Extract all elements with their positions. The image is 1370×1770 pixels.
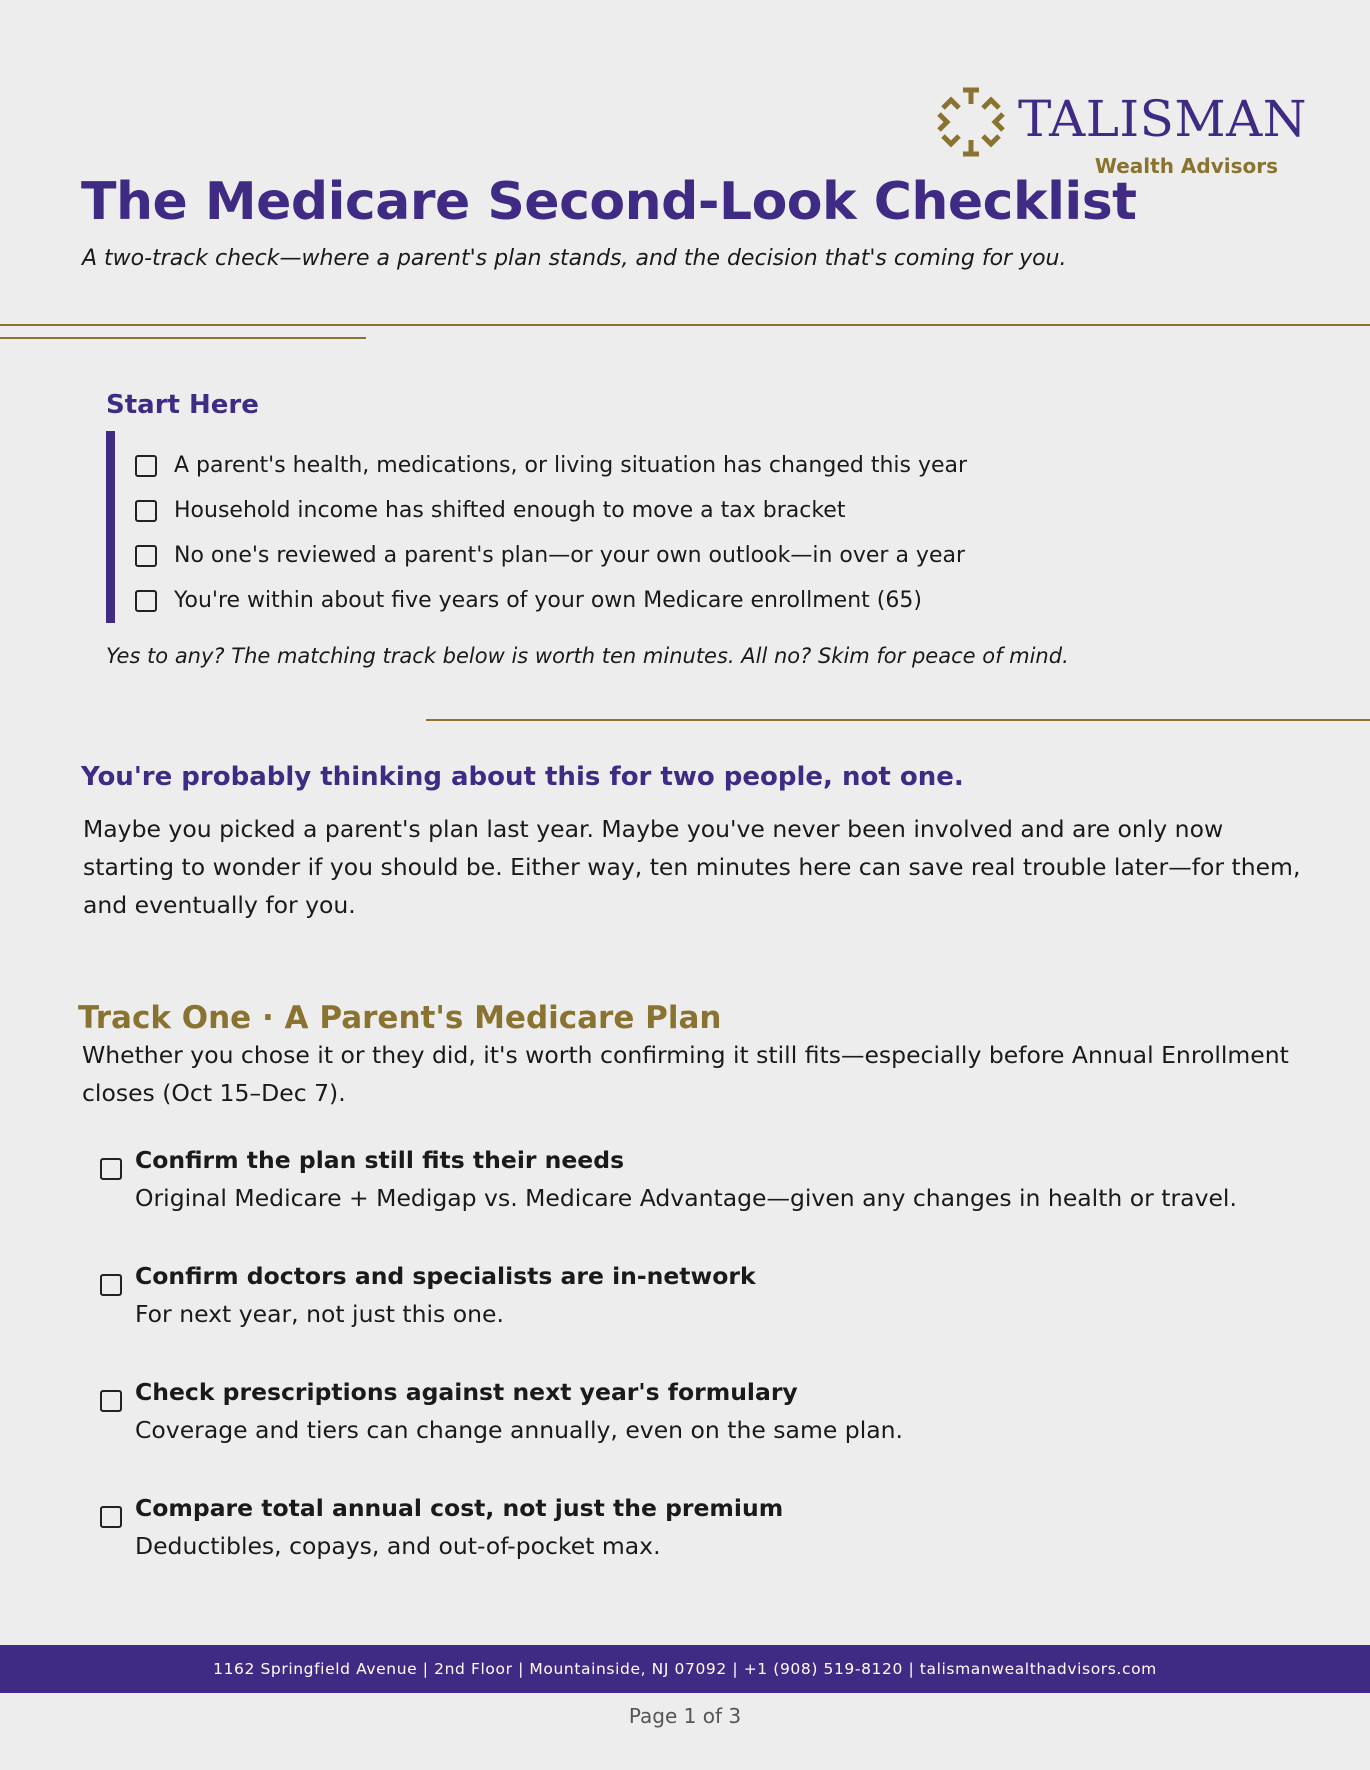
task-description: For next year, not just this one.	[135, 1300, 504, 1328]
start-here-item[interactable]	[135, 488, 967, 533]
task-description: Deductibles, copays, and out-of-pocket max.	[135, 1532, 661, 1560]
start-here-item[interactable]	[135, 578, 967, 623]
header-divider	[0, 324, 1370, 326]
task-title: Confirm the plan still fits their needs	[135, 1146, 625, 1174]
start-here-item-label: You're within about five years of your own Medicare enrollment (65)	[174, 588, 922, 613]
task-description: Original Medicare + Medigap vs. Medicare Advantage—given any changes in health or travel.	[135, 1184, 1237, 1212]
task-title: Check prescriptions against next year's formulary	[135, 1378, 798, 1406]
section-divider	[426, 719, 1370, 721]
track-one-heading: Track One · A Parent's Medicare Plan	[78, 1000, 722, 1036]
checkbox[interactable]	[100, 1274, 122, 1296]
page-number: Page 1 of 3	[628, 1704, 742, 1728]
intro-body: Maybe you picked a parent's plan last year. Maybe you've never been involved and are only now starting to wonder if you should be. Either way, ten minutes here can save real trouble later—for them, and eventually for you.	[83, 815, 1301, 919]
track-one-body: Whether you chose it or they did, it's worth confirming it still fits—especially before Annual Enrollment closes (Oct 15–Dec 7).	[82, 1041, 1289, 1107]
start-here-item[interactable]	[135, 533, 967, 578]
intro-heading: You're probably thinking about this for two people, not one.	[81, 762, 964, 792]
start-here-item-label: No one's reviewed a parent's plan—or your own outlook—in over a year	[174, 543, 966, 568]
start-here-list	[135, 443, 967, 623]
task-title: Compare total annual cost, not just the premium	[135, 1494, 784, 1522]
footer-contact: 1162 Springfield Avenue | 2nd Floor | Mountainside, NJ 07092 | +1 (908) 519-8120 | talismanwealthadvisors.com	[213, 1660, 1157, 1678]
checkbox[interactable]	[135, 590, 157, 612]
start-here-item[interactable]	[135, 443, 967, 488]
header-divider-short	[0, 337, 366, 339]
checkbox[interactable]	[100, 1390, 122, 1412]
page-title: The Medicare Second-Look Checklist	[81, 172, 1137, 232]
page-subtitle: A two-track check—where a parent's plan stands, and the decision that's coming for you.	[82, 246, 1067, 271]
task-title: Confirm doctors and specialists are in-network	[135, 1262, 756, 1290]
footer-bar	[0, 1645, 1370, 1693]
checkbox[interactable]	[100, 1506, 122, 1528]
brand-logo	[935, 86, 1307, 186]
checkbox[interactable]	[135, 545, 157, 567]
brand-name: TALISMAN	[1018, 90, 1307, 148]
start-here-item-label: A parent's health, medications, or living situation has changed this year	[174, 453, 968, 478]
start-here-note: Yes to any? The matching track below is worth ten minutes. All no? Skim for peace of mind.	[106, 644, 1069, 668]
brand-tagline: Wealth Advisors	[1094, 154, 1278, 178]
task-description: Coverage and tiers can change annually, even on the same plan.	[135, 1416, 903, 1444]
start-here-heading: Start Here	[106, 390, 259, 420]
start-here-item-label: Household income has shifted enough to move a tax bracket	[174, 498, 846, 523]
talisman-arrows-icon	[935, 86, 1007, 158]
checkbox[interactable]	[135, 500, 157, 522]
checkbox[interactable]	[135, 455, 157, 477]
start-here-accent-bar	[106, 431, 115, 623]
checkbox[interactable]	[100, 1158, 122, 1180]
